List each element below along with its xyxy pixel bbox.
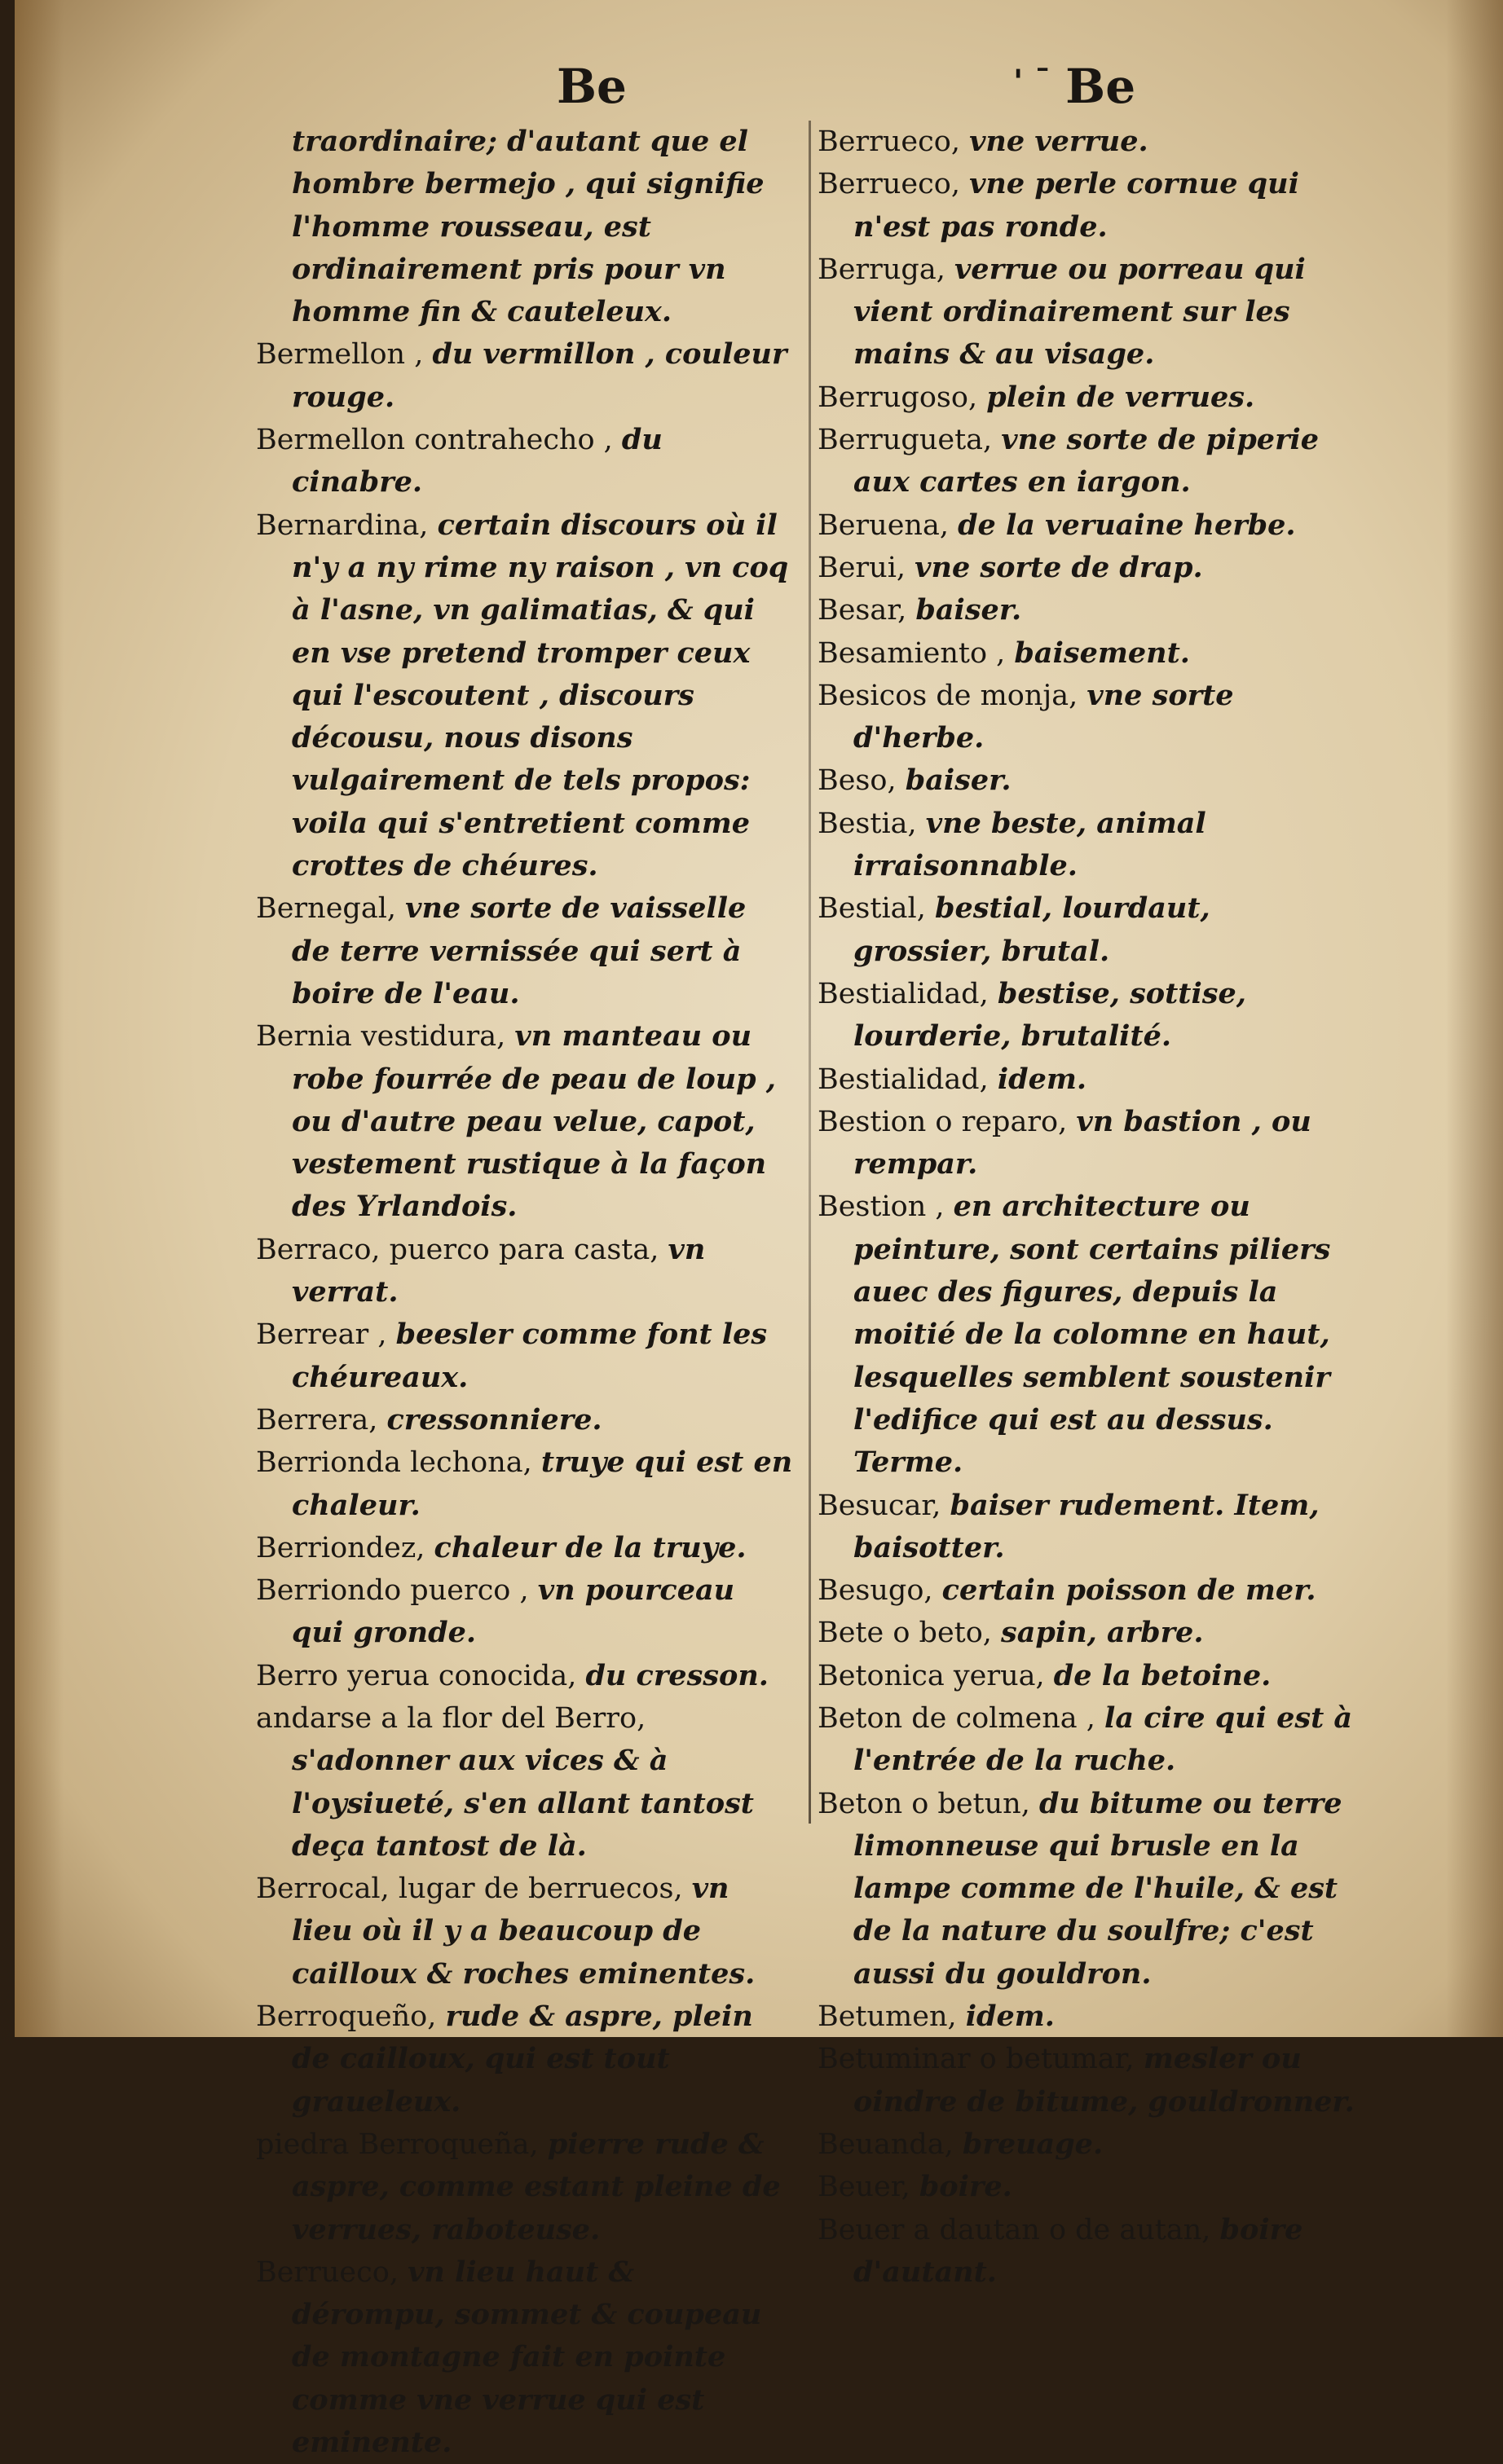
dictionary-entry bbox=[256, 121, 794, 333]
running-head-left: Be bbox=[557, 59, 627, 114]
entry-headword: Besamiento , bbox=[818, 636, 1015, 670]
entry-definition: bestial, lourdaut, grossier, brutal. bbox=[853, 891, 1210, 968]
dictionary-entry bbox=[818, 589, 1355, 631]
entry-headword: Besugo, bbox=[818, 1574, 942, 1608]
dictionary-entry bbox=[256, 504, 794, 888]
entry-headword: Beruena, bbox=[818, 508, 959, 542]
entry-headword: Berrueco, bbox=[256, 2255, 408, 2289]
entry-definition: cressonniere. bbox=[386, 1402, 602, 1437]
dictionary-entry bbox=[818, 1186, 1355, 1484]
entry-definition: vne beste, animal irraisonnable. bbox=[853, 806, 1206, 883]
entry-headword: Bestia, bbox=[818, 807, 926, 840]
entry-definition: idem. bbox=[965, 2000, 1055, 2034]
entry-headword: Berraco, puerco para casta, bbox=[256, 1233, 668, 1266]
dictionary-entry bbox=[818, 419, 1355, 504]
entry-headword: Berrera, bbox=[256, 1403, 387, 1437]
entry-definition: la cire qui est à l'entrée de la ruche. bbox=[853, 1701, 1353, 1778]
entry-definition: rude & aspre, plein de cailloux, qui est tout graueleux. bbox=[292, 2000, 753, 2119]
dictionary-entry bbox=[256, 419, 794, 504]
entry-definition: vne sorte de vaisselle de terre vernissée qui sert à boire de l'eau. bbox=[292, 891, 747, 1010]
dictionary-entry bbox=[818, 1612, 1355, 1654]
entry-definition: du cresson. bbox=[585, 1658, 769, 1692]
entry-headword: Berriondez, bbox=[256, 1531, 434, 1564]
entry-headword: Berrugueta, bbox=[818, 424, 1002, 457]
entry-definition: vn manteau ou robe fourrée de peau de loup , ou d'autre peau velue, capot, vestement rustique à la façon des Yrlandois. bbox=[292, 1019, 776, 1224]
entry-headword: Berruga, bbox=[818, 253, 954, 286]
entry-headword: Beton o betun, bbox=[818, 1787, 1039, 1820]
dictionary-entry bbox=[256, 333, 794, 419]
entry-headword: Bestion , bbox=[818, 1190, 954, 1224]
entry-definition: certain discours où il n'y a ny rime ny raison , vn coq à l'asne, vn galimatias, & qui en vse pretend tromper ceux qui l'escoutent , discours décousu, nous disons vulgairement de tels propos: voila qui s'entretient comme crottes de chéures. bbox=[292, 508, 789, 883]
dictionary-entry bbox=[818, 1569, 1355, 1612]
running-head-right bbox=[1013, 59, 1135, 114]
dictionary-entry bbox=[818, 2166, 1355, 2208]
entry-headword: Berrugoso, bbox=[818, 381, 987, 414]
entry-definition: baiser. bbox=[915, 593, 1022, 627]
dictionary-entry bbox=[818, 887, 1355, 973]
dictionary-entry bbox=[256, 1441, 794, 1527]
entry-headword: Bermellon contrahecho , bbox=[256, 424, 622, 457]
entry-definition: s'adonner aux vices & à l'oysiueté, s'en allant tantost deça tantost de là. bbox=[292, 1744, 754, 1863]
entry-definition: bestise, sottise, lourderie, brutalité. bbox=[853, 976, 1246, 1054]
entry-headword: Besucar, bbox=[818, 1489, 950, 1522]
entry-definition: de la veruaine herbe. bbox=[958, 508, 1296, 542]
dictionary-entry bbox=[818, 1485, 1355, 1570]
dictionary-entry bbox=[818, 1783, 1355, 1995]
entry-definition: vne sorte de drap. bbox=[915, 550, 1203, 584]
entry-definition: mesler ou oindre de bitume, gouldronner. bbox=[853, 2042, 1355, 2119]
dictionary-entry bbox=[818, 2038, 1355, 2123]
dictionary-entry bbox=[256, 1399, 794, 1441]
entry-headword: Berriondo puerco , bbox=[256, 1574, 538, 1608]
entry-definition: pierre rude & aspre, comme estant pleine de verrues, raboteuse. bbox=[292, 2127, 781, 2246]
running-head-right-text: Be bbox=[1065, 59, 1136, 114]
entry-headword: Betonica yerua, bbox=[818, 1659, 1054, 1692]
left-column bbox=[256, 121, 794, 2464]
entry-definition: baiser rudement. Item, baisotter. bbox=[853, 1488, 1320, 1564]
dictionary-entry bbox=[818, 803, 1355, 888]
entry-headword: Betuminar o betumar, bbox=[818, 2043, 1144, 2076]
dictionary-entry bbox=[818, 2209, 1355, 2295]
dictionary-entry bbox=[818, 759, 1355, 802]
dictionary-entry bbox=[256, 1697, 794, 1868]
entry-definition: vne sorte d'herbe. bbox=[853, 678, 1234, 755]
dictionary-entry bbox=[256, 887, 794, 1015]
entry-definition: vn lieu où il y a beaucoup de cailloux & roches eminentes. bbox=[292, 1872, 756, 1991]
dictionary-entry bbox=[256, 2251, 794, 2464]
entry-definition: beesler comme font les chéureaux. bbox=[292, 1318, 768, 1394]
entry-headword: Bestial, bbox=[818, 892, 935, 926]
dictionary-entry bbox=[256, 2123, 794, 2251]
entry-definition: vn verrat. bbox=[292, 1232, 706, 1309]
entry-definition: boire d'autant. bbox=[853, 2212, 1303, 2289]
dictionary-entry bbox=[818, 1655, 1355, 1697]
dictionary-entry bbox=[256, 1995, 794, 2123]
dictionary-entry bbox=[818, 2123, 1355, 2166]
entry-headword: Bernia vestidura, bbox=[256, 1020, 515, 1054]
entry-definition: du cinabre. bbox=[292, 423, 663, 499]
entry-definition: boire. bbox=[919, 2170, 1012, 2204]
column-rule bbox=[809, 121, 811, 1824]
entry-headword: Berrueco, bbox=[818, 168, 970, 201]
entry-headword: Bernegal, bbox=[256, 892, 406, 926]
entry-headword: Berro yerua conocida, bbox=[256, 1659, 586, 1692]
dictionary-entry bbox=[818, 376, 1355, 419]
dictionary-entry bbox=[818, 547, 1355, 589]
entry-headword: Besicos de monja, bbox=[818, 679, 1087, 712]
dictionary-entry bbox=[818, 1101, 1355, 1186]
entry-definition: en architecture ou peinture, sont certains piliers auec des figures, depuis la moitié de la colomne en haut, lesquelles semblent soustenir l'edifice qui est au dessus. Terme. bbox=[853, 1190, 1331, 1480]
entry-headword: Besar, bbox=[818, 594, 916, 627]
entry-definition: traordinaire; d'autant que el hombre bermejo , qui signifie l'homme rousseau, est ordinairement pris pour vn homme fin & cauteleux. bbox=[292, 125, 765, 329]
right-column bbox=[818, 121, 1355, 2294]
dictionary-entry bbox=[818, 504, 1355, 547]
entry-definition: plein de verrues. bbox=[986, 380, 1255, 414]
entry-headword: Bestion o reparo, bbox=[818, 1105, 1077, 1138]
printer-mark: ' ¯ bbox=[1013, 63, 1051, 101]
entry-definition: vne perle cornue qui n'est pas ronde. bbox=[853, 167, 1299, 244]
dictionary-entry bbox=[818, 1697, 1355, 1783]
entry-headword: Beuer, bbox=[818, 2171, 919, 2204]
entry-definition: vne verrue. bbox=[969, 125, 1148, 158]
dictionary-entry bbox=[818, 1995, 1355, 2038]
entry-headword: andarse a la flor del Berro, bbox=[256, 1701, 646, 1735]
entry-headword: Berui, bbox=[818, 551, 915, 584]
entry-definition: baisement. bbox=[1014, 636, 1190, 670]
entry-headword: Beton de colmena , bbox=[818, 1701, 1105, 1735]
entry-definition: de la betoine. bbox=[1053, 1658, 1272, 1692]
entry-definition: chaleur de la truye. bbox=[434, 1530, 747, 1564]
entry-headword: Beuanda, bbox=[818, 2127, 963, 2161]
dictionary-entry bbox=[256, 1868, 794, 1995]
entry-headword: Beuer a dautan o de autan, bbox=[818, 2213, 1220, 2246]
entry-definition: vn pourceau qui gronde. bbox=[292, 1573, 735, 1650]
entry-definition: vne sorte de piperie aux cartes en iargon. bbox=[853, 423, 1320, 499]
dictionary-entry bbox=[818, 121, 1355, 163]
entry-definition: vn lieu haut & dérompu, sommet & coupeau de montagne fait en pointe comme vne verrue qui est eminente. bbox=[292, 2255, 762, 2460]
entry-headword: Betumen, bbox=[818, 2000, 966, 2034]
dictionary-entry bbox=[818, 632, 1355, 675]
dictionary-page bbox=[15, 0, 1503, 2460]
dictionary-entry bbox=[256, 1229, 794, 1314]
entry-definition: du vermillon , couleur rouge. bbox=[292, 337, 787, 414]
entry-headword: Berrueco, bbox=[818, 125, 970, 158]
entry-headword: Bestialidad, bbox=[818, 1063, 998, 1096]
dictionary-entry bbox=[818, 249, 1355, 376]
entry-headword: piedra Berroqueña, bbox=[256, 2127, 548, 2161]
entry-headword: Berrocal, lugar de berruecos, bbox=[256, 1872, 692, 1906]
entry-headword: Berrear , bbox=[256, 1318, 396, 1352]
entry-definition: du bitume ou terre limonneuse qui brusle en la lampe comme de l'huile, & est de la nature du soulfre; c'est aussi du gouldron. bbox=[853, 1786, 1342, 1991]
entry-headword: Berroqueño, bbox=[256, 2000, 446, 2034]
entry-headword: Bestialidad, bbox=[818, 977, 998, 1010]
entry-definition: idem. bbox=[997, 1062, 1087, 1096]
dictionary-entry bbox=[256, 1313, 794, 1399]
dictionary-entry bbox=[818, 163, 1355, 249]
entry-definition: vn bastion , ou rempar. bbox=[853, 1104, 1311, 1181]
dictionary-entry bbox=[818, 1058, 1355, 1101]
entry-definition: breuage. bbox=[962, 2127, 1104, 2161]
entry-definition: truye qui est en chaleur. bbox=[292, 1445, 793, 1522]
dictionary-entry bbox=[256, 1569, 794, 1655]
dictionary-entry bbox=[256, 1015, 794, 1228]
entry-definition: certain poisson de mer. bbox=[941, 1573, 1316, 1608]
entry-headword: Bete o beto, bbox=[818, 1617, 1002, 1650]
entry-headword: Berrionda lechona, bbox=[256, 1446, 541, 1480]
entry-definition: verrue ou porreau qui vient ordinairement sur les mains & au visage. bbox=[853, 252, 1306, 372]
entry-headword: Beso, bbox=[818, 764, 906, 798]
entry-headword: Bernardina, bbox=[256, 508, 438, 542]
entry-definition: baiser. bbox=[905, 763, 1012, 798]
dictionary-entry bbox=[256, 1527, 794, 1569]
dictionary-entry bbox=[818, 973, 1355, 1058]
entry-headword: Bermellon , bbox=[256, 338, 433, 372]
entry-definition: sapin, arbre. bbox=[1001, 1616, 1204, 1650]
dictionary-entry bbox=[818, 675, 1355, 760]
dictionary-entry bbox=[256, 1655, 794, 1697]
